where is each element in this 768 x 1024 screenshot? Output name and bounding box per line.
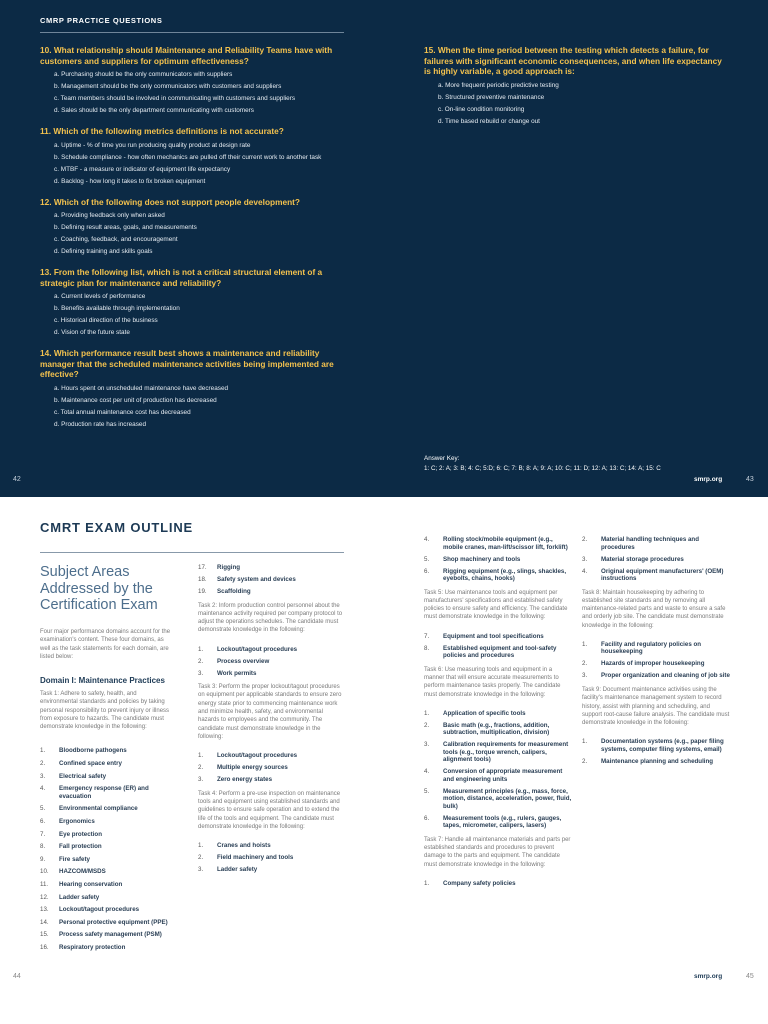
list-item-number: 17. [198, 564, 207, 571]
list-item-number: 2. [582, 660, 588, 668]
question-title: 13. From the following list, which is not a critical structural element of a strategic plan for maintenance and reliability? [40, 267, 323, 288]
list-item [198, 658, 343, 666]
list-item [40, 856, 175, 864]
list-item-number: 5. [424, 555, 430, 563]
list-item [582, 641, 730, 656]
list-item [40, 919, 175, 927]
list-item-text: Fall protection [59, 843, 102, 851]
list-item-text: Rolling stock/mobile equipment (e.g., mobile cranes, man-lift/scissor lift, forklift) [443, 536, 568, 551]
list-item-number: 3. [198, 866, 204, 874]
answer-option-text: d. Sales should be the only department communicating with customers [54, 107, 254, 114]
answer-option-text: b. Benefits available through implementation [54, 305, 180, 312]
list-item-text: Eye protection [59, 830, 102, 838]
list-item-number: 6. [424, 814, 430, 822]
answer-option [40, 303, 340, 315]
answer-option-text: d. Backlog - how long it takes to fix broken equipment [54, 177, 206, 185]
list-item-number: 2. [40, 760, 46, 768]
task-1-list [40, 747, 175, 951]
list-item-text: Application of specific tools [443, 709, 526, 717]
list-item-text: Fire safety [59, 855, 90, 863]
list-item-number: 3. [582, 672, 588, 680]
list-item [198, 854, 343, 862]
task-3-description: Task 3: Perform the proper lockout/tagout procedures on equipment per applicable standards to ensure zero energy state prior to commencing maintenance work and minimize health, safety, and environmental hazards to employees and the community. The candidate must demonstrate knowledge in the following: [198, 684, 342, 740]
list-item-text: Confined space entry [59, 760, 122, 768]
list-item-number: 5. [40, 805, 46, 813]
list-item-text: Proper organization and cleaning of job site [601, 672, 730, 680]
answer-options [40, 210, 340, 258]
task-4-list [198, 842, 343, 874]
list-item [424, 815, 572, 830]
answer-option-text: a. Uptime - % of time you run producing quality product at design rate [54, 141, 251, 149]
practice-questions-spread [0, 0, 768, 497]
outline-column-1 [40, 690, 175, 956]
list-item-number: 7. [40, 830, 46, 838]
list-item [424, 880, 572, 888]
list-item-text: Facility and regulatory policies on housekeeping [601, 640, 702, 656]
list-item [40, 843, 175, 851]
list-item-number: 3. [198, 776, 204, 784]
list-item [582, 672, 730, 680]
list-item-number: 1. [198, 645, 204, 653]
list-item-text: Basic math (e.g., fractions, addition, subtraction, multiplication, division) [443, 721, 550, 737]
header-divider [40, 32, 344, 33]
list-item [424, 568, 572, 583]
question-block [40, 45, 340, 117]
question-block [424, 45, 728, 128]
question-block [40, 348, 340, 431]
list-item-text: Zero energy states [217, 776, 273, 784]
answer-key: 1: C; 2: A; 3: B; 4: C; 5:D; 6: C; 7: B; 8: A; 9: A; 10: C; 11: D; 12: A; 13: C; 14: A; 15: C [424, 465, 661, 472]
list-item-text: Lockout/tagout procedures [217, 752, 298, 760]
list-item [198, 752, 343, 760]
list-item-text: Shop machinery and tools [443, 555, 521, 563]
list-item [40, 881, 175, 889]
list-item-number: 6. [40, 817, 46, 825]
list-item-text: Material storage procedures [601, 555, 684, 563]
list-item [40, 805, 175, 813]
task-1-list-continued [198, 564, 343, 596]
list-item-number: 13. [40, 906, 49, 914]
list-item [198, 576, 343, 584]
list-item-number: 9. [40, 855, 46, 863]
list-item-text: Ladder safety [217, 866, 258, 874]
answer-option-text: d. Production rate has increased [54, 420, 147, 428]
answer-option [40, 152, 340, 164]
answer-option-text: b. Defining result areas, goals, and measurements [54, 224, 197, 231]
list-item [424, 536, 572, 551]
answer-option [40, 222, 340, 234]
list-item-number: 14. [40, 918, 49, 926]
right-question-column [424, 45, 728, 137]
answer-option-text: c. Team members should be involved in communicating with customers and suppliers [54, 95, 296, 102]
list-item-number: 16. [40, 943, 49, 951]
answer-option-text: c. Total annual maintenance cost has decreased [54, 408, 191, 416]
page-number-right: 45 [746, 973, 754, 980]
list-item-text: Emergency response (ER) and evacuation [59, 785, 149, 800]
list-item-number: 1. [198, 752, 204, 760]
list-item [198, 776, 343, 784]
answer-options [40, 69, 340, 117]
task-5-description: Task 5: Use maintenance tools and equipment per manufacturers' specifications and established safety policies to ensure safety and efficiency. The candidate must demonstrate knowledge in the following: [424, 589, 568, 621]
list-item-text: Scaffolding [217, 588, 251, 595]
list-item-number: 8. [40, 843, 46, 851]
task-6-list [424, 710, 572, 830]
list-item-number: 4. [424, 536, 430, 543]
answer-key-label: Answer Key: [424, 455, 460, 462]
answer-option-text: c. On-line condition monitoring [438, 105, 525, 113]
answer-option-text: a. Hours spent on unscheduled maintenance have decreased [54, 384, 229, 392]
list-item-text: Company safety policies [443, 880, 516, 888]
task-4-list-continued [424, 536, 572, 583]
list-item-number: 1. [582, 738, 588, 746]
answer-option [424, 104, 728, 116]
answer-option [40, 140, 340, 152]
list-item [198, 646, 343, 654]
answer-option [40, 105, 340, 117]
answer-option [40, 93, 340, 105]
outline-column-3 [424, 536, 572, 892]
outline-column-4 [582, 536, 730, 770]
list-item-text: Electrical safety [59, 772, 107, 780]
subject-areas-heading: Subject Areas Addressed by the Certification Exam [40, 564, 158, 613]
answer-option-text: b. Schedule compliance - how often mechanics are pulled off their current work to another task [54, 153, 322, 161]
answer-option-text: b. Management should be the only communicators with customers and suppliers [54, 83, 282, 90]
list-item [198, 842, 343, 850]
list-item-number: 7. [424, 632, 430, 640]
list-item-text: Multiple energy sources [217, 764, 288, 772]
title-divider [40, 552, 344, 553]
list-item-number: 2. [582, 757, 588, 765]
list-item [40, 931, 175, 939]
list-item-text: Rigging [217, 564, 241, 571]
list-item [424, 741, 572, 764]
answer-option [40, 315, 340, 327]
list-item-number: 15. [40, 931, 49, 939]
answer-option [40, 164, 340, 176]
list-item-text: Measurement principles (e.g., mass, force, motion, distance, acceleration, power, fluid, bulk) [443, 787, 572, 810]
question-block [40, 267, 340, 339]
list-item-number: 12. [40, 893, 49, 901]
list-item-number: 4. [582, 567, 588, 575]
list-item [198, 764, 343, 772]
list-item-number: 1. [424, 880, 430, 888]
answer-option-text: b. Structured preventive maintenance [438, 93, 545, 101]
list-item [40, 944, 175, 952]
list-item-text: Respiratory protection [59, 943, 126, 951]
exam-outline-spread [0, 504, 768, 1024]
task-9-description: Task 9: Document maintenance activities using the facility's maintenance management system to record history, assist with planning and scheduling, and support root-cause failure analysis. The candidate must demonstrate knowledge in the following: [582, 686, 730, 727]
task-1-description: Task 1: Adhere to safety, health, and environmental standards and policies by taking personal responsibility to prevent injury or illness from exposure to hazards. The candidate must demonstrate knowledge in the following: [40, 691, 170, 731]
list-item [424, 788, 572, 811]
section-header: CMRP PRACTICE QUESTIONS [40, 16, 163, 25]
site-link[interactable]: smrp.org [694, 973, 723, 980]
list-item [198, 564, 343, 572]
list-item-number: 11. [40, 880, 49, 888]
list-item-text: Calibration requirements for measurement tools (e.g., torque wrench, calipers, alignment tools) [443, 741, 569, 764]
task-6-description: Task 6: Use measuring tools and equipment in a manner that will ensure accurate measurements to perform maintenance tasks properly. The candidate must demonstrate knowledge in the following: [424, 666, 561, 698]
list-item-number: 1. [40, 747, 46, 755]
answer-option [40, 210, 340, 222]
list-item-text: Measurement tools (e.g., rulers, gauges, tapes, micrometer, calipers, lasers) [443, 814, 562, 830]
list-item-text: Equipment and tool specifications [443, 632, 544, 640]
answer-option [40, 69, 340, 81]
answer-options [40, 383, 340, 431]
list-item-number: 2. [424, 721, 430, 729]
list-item [582, 556, 730, 564]
list-item-text: Hearing conservation [59, 880, 123, 888]
answer-option-text: d. Vision of the future state [54, 329, 130, 336]
list-item-number: 10. [40, 868, 49, 876]
question-title: 10. What relationship should Maintenance and Reliability Teams have with customers and suppliers for optimum effectiveness? [40, 45, 333, 66]
answer-option [424, 92, 728, 104]
list-item [40, 831, 175, 839]
list-item-text: Lockout/tagout procedures [217, 645, 298, 653]
list-item-text: Original equipment manufacturers' (OEM) instructions [601, 567, 724, 582]
list-item [582, 536, 730, 551]
answer-option [40, 291, 340, 303]
site-link[interactable]: smrp.org [694, 476, 723, 483]
list-item-number: 3. [582, 555, 588, 563]
answer-option-text: d. Time based rebuild or change out [438, 117, 540, 125]
list-item-text: Work permits [217, 669, 257, 677]
list-item [198, 670, 343, 678]
answer-option [40, 327, 340, 339]
list-item-text: Hazards of improper housekeeping [601, 660, 705, 668]
answer-option [40, 419, 340, 431]
list-item-number: 3. [424, 741, 430, 749]
answer-option-text: c. Coaching, feedback, and encouragement [54, 236, 178, 243]
list-item [424, 710, 572, 718]
page-number-left: 42 [13, 476, 21, 483]
task-4-description: Task 4: Perform a pre-use inspection on maintenance tools and equipment using established standards and guidelines to ensure safe operation and to extend the life of the tools and equipment. The candidate must demonstrate knowledge in the following: [198, 790, 341, 830]
question-title: 15. When the time period between the testing which detects a failure, for failures with significant economic consequences, and when life expectancy is highly variable, a good approach is: [424, 45, 722, 76]
domain-heading: Domain I: Maintenance Practices [40, 676, 165, 685]
answer-option-text: b. Maintenance cost per unit of production has decreased [54, 396, 217, 404]
list-item [582, 568, 730, 583]
list-item-text: Conversion of appropriate measurement and engineering units [443, 768, 563, 783]
list-item-text: Material handling techniques and procedures [601, 536, 699, 551]
question-title: 14. Which performance result best shows a maintenance and reliability manager that the scheduled maintenance activities being implemented are effective? [40, 348, 334, 379]
list-item-number: 19. [198, 588, 207, 595]
list-item-number: 4. [424, 768, 430, 776]
list-item-number: 8. [424, 644, 430, 652]
list-item-number: 6. [424, 567, 430, 575]
question-title: 11. Which of the following metrics definitions is not accurate? [40, 126, 284, 136]
list-item [582, 758, 730, 766]
list-item [40, 868, 175, 876]
outline-column-2 [198, 564, 343, 878]
task-7-description: Task 7: Handle all maintenance materials and parts per established standards and procedures to prevent damage to the parts and equipment. The candidate must demonstrate knowledge in the following: [424, 836, 571, 868]
list-item-number: 5. [424, 787, 430, 795]
intro-paragraph: Four major performance domains account for the examination's content. These four domains, as well as the task statements for each domain, are listed below: [40, 629, 171, 660]
list-item-text: Rigging equipment (e.g., slings, shackles, eyebolts, chains, hooks) [443, 567, 567, 582]
page-number-right: 43 [746, 476, 754, 483]
list-item-text: Maintenance planning and scheduling [601, 757, 714, 765]
answer-options [424, 80, 728, 128]
list-item [424, 645, 572, 660]
answer-option [40, 81, 340, 93]
list-item-text: Cranes and hoists [217, 842, 271, 850]
answer-option [40, 176, 340, 188]
list-item-number: 2. [198, 657, 204, 665]
task-2-description: Task 2: Inform production control personnel about the maintenance activity required per company protocol to adjust the operations schedules. The candidate must demonstrate knowledge in the following: [198, 602, 343, 634]
answer-option-text: c. MTBF - a measure or indicator of equipment life expectancy [54, 165, 231, 173]
list-item [424, 633, 572, 641]
answer-option-text: a. Purchasing should be the only communicators with suppliers [54, 71, 233, 78]
list-item-number: 2. [582, 536, 588, 543]
list-item [40, 818, 175, 826]
list-item-text: Process safety management (PSM) [59, 931, 162, 939]
answer-option [40, 234, 340, 246]
list-item [582, 738, 730, 753]
list-item-text: Environmental compliance [59, 805, 138, 813]
list-item-text: Field machinery and tools [217, 854, 294, 862]
question-block [40, 126, 340, 188]
answer-option-text: d. Defining training and skills goals [54, 248, 153, 255]
list-item [582, 660, 730, 668]
list-item [40, 760, 175, 768]
task-7-list-continued [582, 536, 730, 583]
task-5-list [424, 633, 572, 660]
list-item [40, 894, 175, 902]
list-item [198, 588, 343, 596]
task-2-list [198, 646, 343, 678]
task-7-list [424, 880, 572, 888]
answer-option-text: c. Historical direction of the business [54, 317, 158, 324]
question-title: 12. Which of the following does not support people development? [40, 196, 300, 207]
list-item [424, 722, 572, 737]
list-item-text: Ladder safety [59, 893, 100, 901]
list-item [198, 866, 343, 874]
task-8-list [582, 641, 730, 680]
list-item-number: 2. [198, 764, 204, 772]
answer-option [424, 80, 728, 92]
page-number-left: 44 [13, 973, 21, 980]
list-item-text: Established equipment and tool-safety policies and procedures [443, 644, 557, 660]
answer-option [424, 116, 728, 128]
answer-option [40, 383, 340, 395]
question-block [40, 197, 340, 259]
list-item [424, 556, 572, 564]
task-3-list [198, 752, 343, 784]
list-item [40, 785, 175, 800]
answer-options [40, 140, 340, 188]
list-item-number: 3. [198, 669, 204, 677]
answer-option-text: a. More frequent periodic predictive testing [438, 81, 559, 89]
answer-option [40, 246, 340, 258]
list-item-text: Documentation systems (e.g., paper filing systems, computer filing systems, email) [601, 738, 724, 753]
answer-option [40, 407, 340, 419]
list-item-text: Process overview [217, 657, 270, 665]
list-item-text: Ergonomics [59, 817, 95, 825]
list-item-text: Safety system and devices [217, 576, 296, 583]
outline-title: CMRT EXAM OUTLINE [40, 520, 193, 535]
list-item-number: 1. [582, 640, 588, 648]
list-item [40, 747, 175, 755]
list-item [40, 906, 175, 914]
list-item [424, 768, 572, 783]
answer-option-text: a. Current levels of performance [54, 293, 146, 300]
list-item-number: 3. [40, 772, 46, 780]
task-8-description: Task 8: Maintain housekeeping by adhering to established site standards and by removing all maintenance-related parts and waste to ensure a safe and orderly job site. The candidate must demonstrate knowledge in the following: [582, 589, 726, 629]
answer-option-text: a. Providing feedback only when asked [54, 212, 165, 219]
list-item-number: 1. [424, 709, 430, 717]
list-item-number: 2. [198, 854, 204, 862]
list-item [40, 773, 175, 781]
list-item-text: Lockout/tagout procedures [59, 906, 140, 914]
answer-options [40, 291, 340, 339]
list-item-number: 4. [40, 785, 46, 793]
left-question-column [40, 45, 340, 440]
list-item-text: HAZCOM/MSDS [59, 868, 106, 876]
list-item-text: Bloodborne pathogens [59, 747, 127, 755]
list-item-number: 1. [198, 842, 204, 850]
list-item-text: Personal protective equipment (PPE) [59, 918, 168, 926]
list-item-number: 18. [198, 576, 207, 583]
answer-option [40, 395, 340, 407]
task-9-list [582, 738, 730, 765]
